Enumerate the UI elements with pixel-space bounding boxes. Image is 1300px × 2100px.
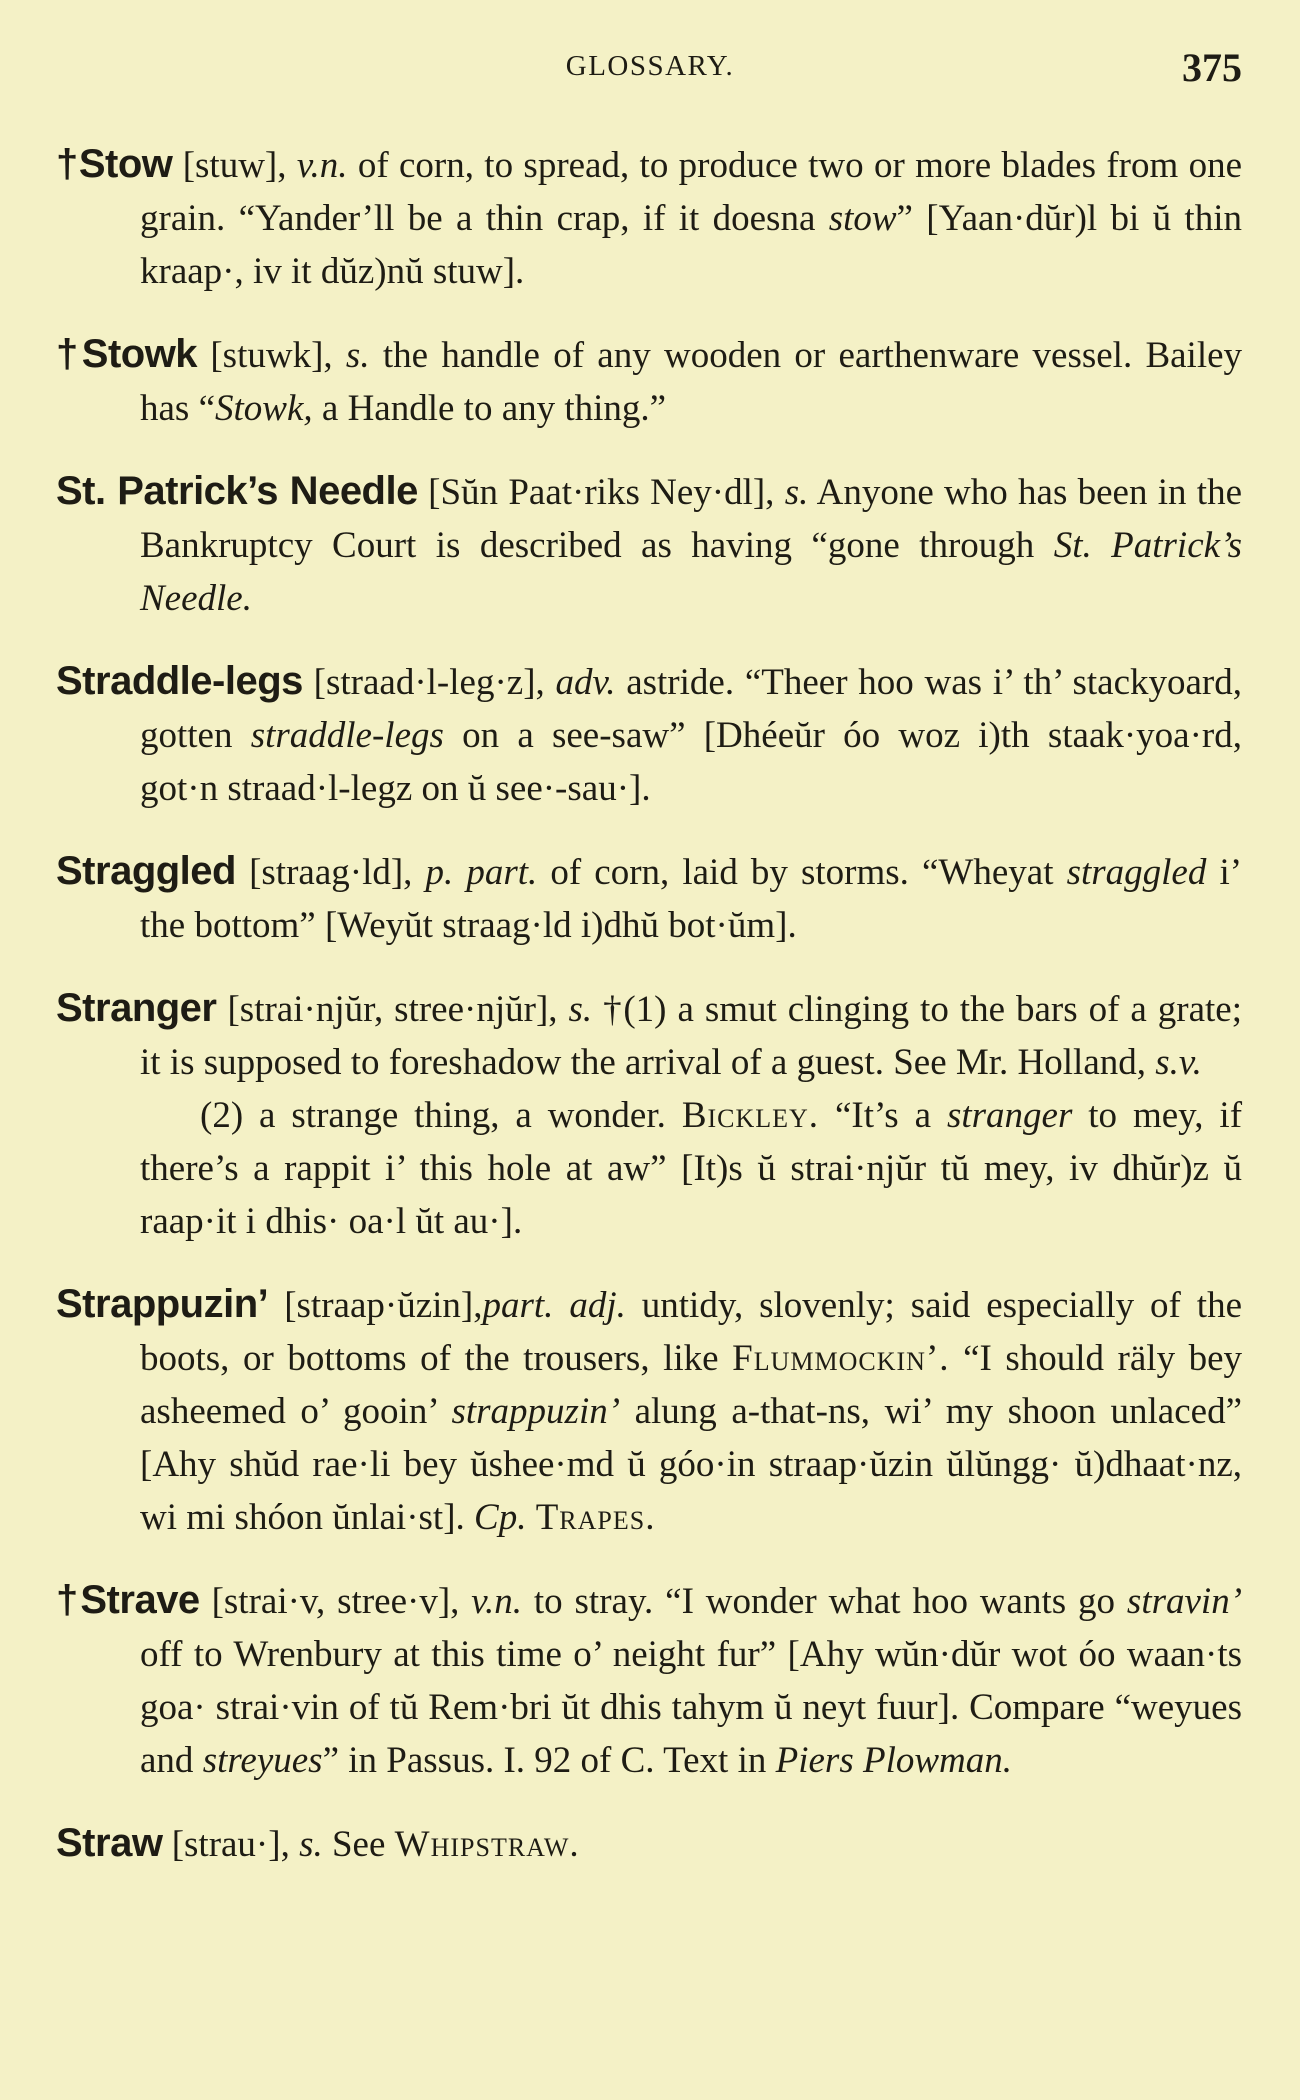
quote-text: ” in Passus. I. 92 of C. Text in bbox=[322, 1740, 767, 1781]
pronunciation: [Sŭn Paat·riks Ney·dl], bbox=[428, 472, 775, 513]
pronunciation: [strai·v, stree·v], bbox=[211, 1581, 460, 1622]
page-number: 375 bbox=[1182, 45, 1242, 90]
pronunciation: [straag·ld], bbox=[249, 852, 413, 893]
quote-text: alung a-that-ns, wi’ my shoon unlaced” [Ahy shŭd rae·li bey ŭshee·md ŭ góo·in straap·ŭzin ŭlŭngg· ŭ)dhaat·nz, wi mi shóon ŭnlai·st]. bbox=[140, 1391, 1242, 1538]
glossary-entry-straw bbox=[56, 1817, 1242, 1871]
definition: (2) a strange thing, a wonder. bbox=[200, 1095, 666, 1136]
headword: †Strave bbox=[56, 1578, 200, 1622]
compare-label: Cp. bbox=[474, 1497, 527, 1538]
headword: Stranger bbox=[56, 986, 217, 1030]
headword: St. Patrick’s Needle bbox=[56, 469, 418, 513]
quote-text: to mey, if there’s a rappit i’ this hole at aw” [It)s ŭ strai·njŭr tŭ mey, iv dhŭr)z ŭ raap·it i dhis· oa·l ŭt au·]. bbox=[140, 1095, 1243, 1242]
headword: †Stowk bbox=[56, 332, 198, 376]
pronunciation: [strai·njŭr, stree·njŭr], bbox=[227, 989, 558, 1030]
definition: See bbox=[331, 1824, 386, 1865]
headword: Straw bbox=[56, 1821, 163, 1865]
sense-2 bbox=[140, 1089, 1242, 1248]
definition: of corn, to spread, to produce two or more blades from one grain. bbox=[140, 145, 1242, 239]
grammar-label: s. bbox=[784, 472, 809, 513]
page-header bbox=[0, 45, 1300, 110]
grammar-label: v.n. bbox=[471, 1581, 522, 1622]
quote-italic: stravin’ bbox=[1126, 1581, 1243, 1622]
definition: †(1) a smut clinging to the bars of a grate; it is supposed to foreshadow the arrival of a guest. See Mr. Holland, bbox=[140, 989, 1243, 1083]
glossary-entry-stowk bbox=[56, 328, 1242, 435]
definition: the handle of any wooden or earthenware vessel. Bailey has “ bbox=[140, 335, 1243, 429]
running-title: GLOSSARY. bbox=[565, 50, 735, 82]
grammar-label: p. part. bbox=[425, 852, 538, 893]
definition: untidy, slovenly; said especially of the boots, or bottoms of the trousers, like bbox=[140, 1285, 1243, 1379]
definition: astride. “Theer hoo was i’ th’ stackyoard, gotten bbox=[140, 662, 1243, 756]
grammar-label: v.n. bbox=[296, 145, 348, 186]
glossary-entry-stranger bbox=[56, 982, 1242, 1248]
quote-italic: St. Patrick’s Needle. bbox=[140, 525, 1242, 619]
quote-text: “Yander’ll be a thin crap, if it doesna bbox=[238, 198, 816, 239]
headword: Strappuzin’ bbox=[56, 1282, 269, 1326]
pronunciation: [stuwk], bbox=[210, 335, 333, 376]
reference-abbrev: s.v. bbox=[1155, 1042, 1202, 1083]
glossary-body bbox=[56, 138, 1242, 1901]
quote-italic: stow bbox=[828, 198, 897, 239]
quote-italic: stranger bbox=[946, 1095, 1073, 1136]
glossary-entry-straggled bbox=[56, 845, 1242, 952]
pronunciation: [strau·], bbox=[171, 1824, 290, 1865]
quote-italic: straggled bbox=[1066, 852, 1207, 893]
definition: of corn, laid by storms. “Wheyat bbox=[550, 852, 1054, 893]
grammar-label: adv. bbox=[555, 662, 616, 703]
quote-text: i’ the bottom” [Weyŭt straag·ld i)dhŭ bot·ŭm]. bbox=[140, 852, 1243, 946]
headword: Straddle-legs bbox=[56, 659, 303, 703]
quote-italic: streyues bbox=[202, 1740, 323, 1781]
headword: †Stow bbox=[56, 142, 173, 186]
pronunciation: [straad·l-leg·z], bbox=[313, 662, 545, 703]
pronunciation: [straap·ŭzin], bbox=[284, 1285, 483, 1326]
headword: Straggled bbox=[56, 849, 236, 893]
sense-1 bbox=[56, 982, 1243, 1089]
quote-italic: Stowk, bbox=[215, 388, 313, 429]
definition: Anyone who has been in the Bankruptcy Court is described as having “gone through bbox=[140, 472, 1242, 566]
definition: to stray. “I wonder what hoo wants go bbox=[533, 1581, 1116, 1622]
cross-reference: Whipstraw. bbox=[394, 1824, 580, 1865]
pronunciation: [stuw], bbox=[182, 145, 287, 186]
glossary-entry-strave bbox=[56, 1574, 1242, 1787]
glossary-entry-straddle-legs bbox=[56, 655, 1242, 815]
quote-text: ” [Yaan·dŭr)l bi ŭ thin kraap·, iv it dŭz)nŭ stuw]. bbox=[140, 198, 1242, 292]
source-name: Bickley. bbox=[681, 1095, 820, 1136]
quote-text: on a see-saw” [Dhéeŭr óo woz i)th staak·yoa·rd, got·n straad·l-legz on ŭ see·-sau·]. bbox=[140, 715, 1242, 809]
work-title: Piers Plowman. bbox=[775, 1740, 1013, 1781]
cross-reference: Trapes. bbox=[535, 1497, 656, 1538]
quote-italic: strappuzin’ bbox=[451, 1391, 621, 1432]
grammar-label: s. bbox=[299, 1824, 323, 1865]
grammar-label: s. bbox=[345, 335, 370, 376]
glossary-entry-strappuzin bbox=[56, 1278, 1242, 1544]
quote-text: off to Wrenbury at this time o’ neight fur” [Ahy wŭn·dŭr wot óo waan·ts goa· strai·vin of tŭ Rem·bri ŭt dhis tahym ŭ neyt fuur]. Compare “weyues and bbox=[140, 1634, 1242, 1781]
quote-text: “It’s a bbox=[834, 1095, 932, 1136]
grammar-label: s. bbox=[568, 989, 593, 1030]
quote-text: a Handle to any thing.” bbox=[321, 388, 667, 429]
glossary-entry-stow bbox=[56, 138, 1242, 298]
cross-reference: Flummockin’. bbox=[732, 1338, 950, 1379]
quote-text: “I should räly bey asheemed o’ gooin’ bbox=[140, 1338, 1243, 1432]
grammar-label: part. adj. bbox=[482, 1285, 626, 1326]
glossary-entry-st-patricks-needle bbox=[56, 465, 1242, 625]
quote-italic: straddle-legs bbox=[250, 715, 444, 756]
